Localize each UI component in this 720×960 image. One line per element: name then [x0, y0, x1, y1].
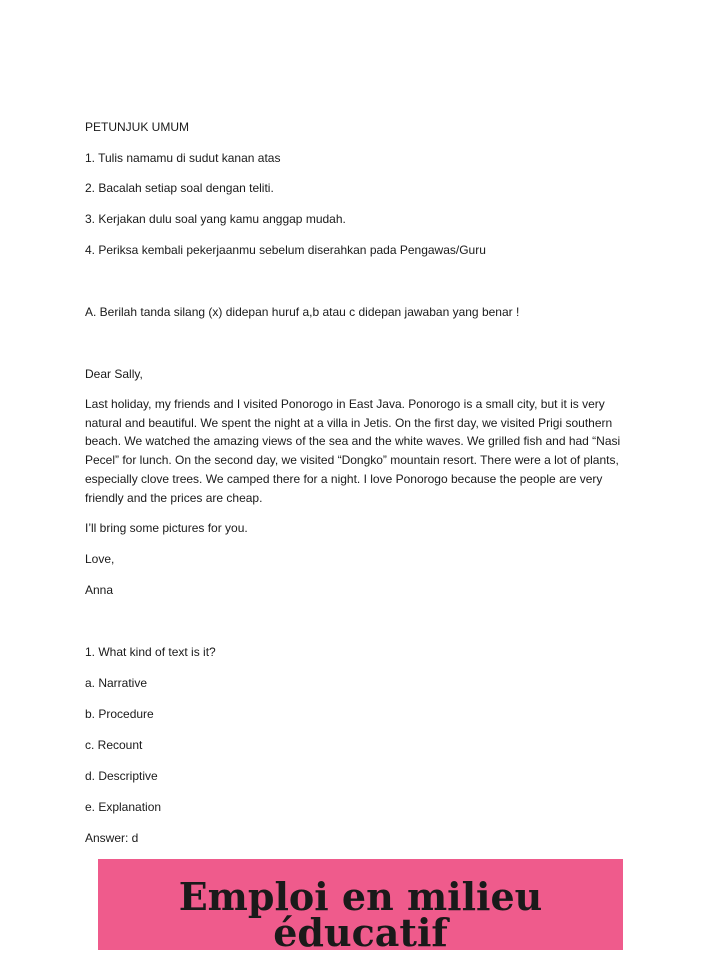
question-text: 1. What kind of text is it? — [85, 645, 216, 659]
answer-option: c. Recount — [85, 738, 143, 752]
letter-greeting: Dear Sally, — [85, 367, 143, 381]
answer-option: a. Narrative — [85, 676, 148, 690]
instruction-item: 1. Tulis namamu di sudut kanan atas — [85, 151, 281, 165]
banner-title: Emploi en milieu éducatif — [178, 873, 543, 955]
answer-option: b. Procedure — [85, 707, 154, 721]
category-banner — [98, 859, 623, 955]
instructions-heading: PETUNJUK UMUM — [85, 120, 189, 134]
letter-signature: Anna — [85, 583, 114, 597]
letter-sign-off: Love, — [85, 552, 115, 566]
instruction-item: 2. Bacalah setiap soal dengan teliti. — [85, 181, 274, 195]
letter-closing-line: I’ll bring some pictures for you. — [85, 521, 248, 535]
answer-option: e. Explanation — [85, 800, 162, 814]
instruction-item: 4. Periksa kembali pekerjaanmu sebelum diserahkan pada Pengawas/Guru — [85, 243, 486, 257]
section-a-instruction: A. Berilah tanda silang (x) didepan huruf a,b atau c didepan jawaban yang benar ! — [85, 305, 520, 319]
answer-key: Answer: d — [85, 831, 139, 845]
instruction-item: 3. Kerjakan dulu soal yang kamu anggap mudah. — [85, 212, 346, 226]
answer-option: d. Descriptive — [85, 769, 158, 783]
letter-body: Last holiday, my friends and I visited Ponorogo in East Java. Ponorogo is a small city, but it is very natural and beautiful. We spent the night at a villa in Jetis. On the first day, we visited Prigi southern beach. We watched the amazing views of the sea and the white waves. We grilled fish and had “Nasi Pecel” for lunch. On the second day, we visited “Dongko” mountain resort. There were a lot of plants, especially clove trees. We camped there for a night. I love Ponorogo because the people are very friendly and the prices are cheap. — [85, 397, 621, 505]
